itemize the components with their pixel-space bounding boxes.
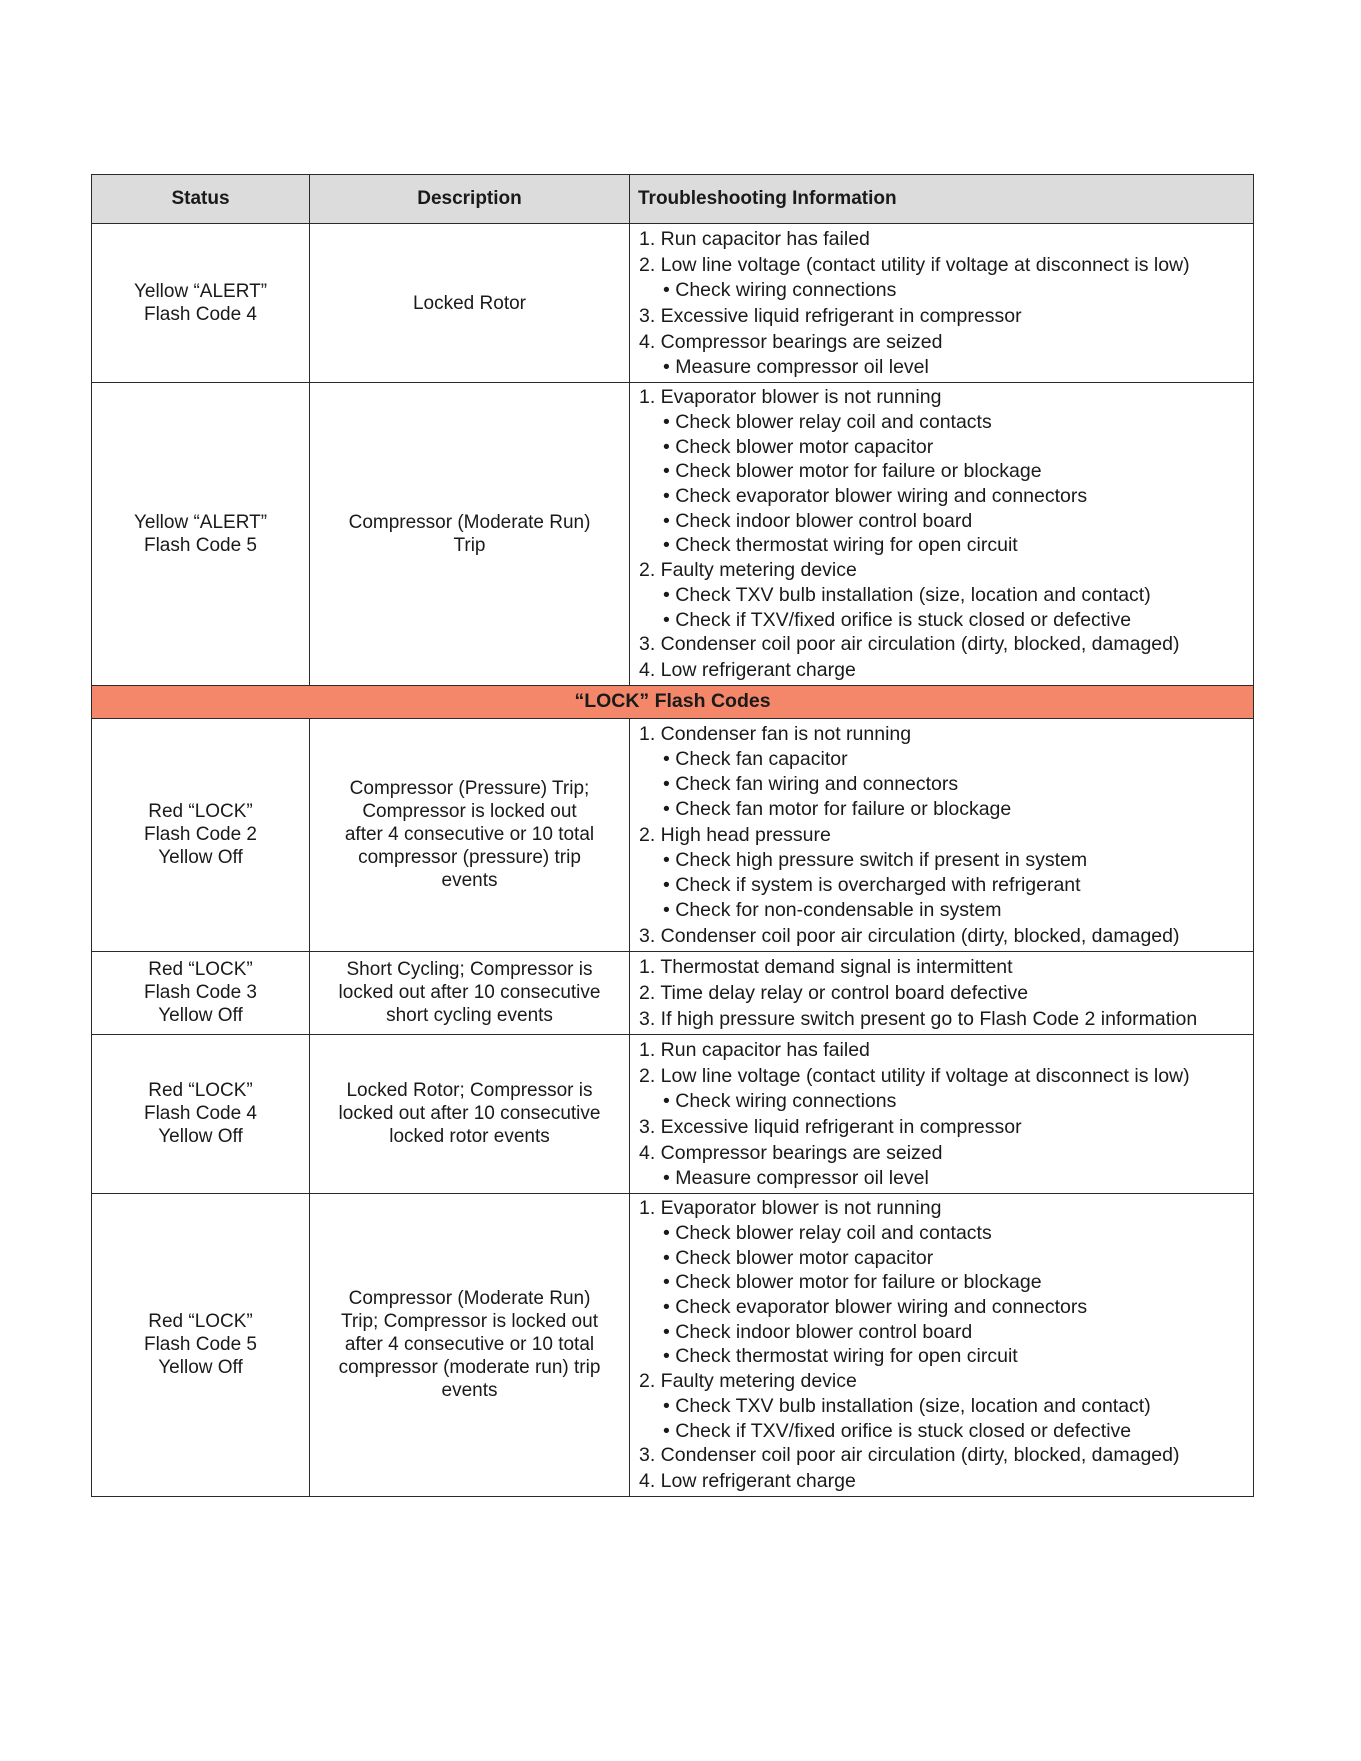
troubleshooting-subitem: • Check fan capacitor bbox=[663, 747, 848, 770]
status-cell bbox=[92, 383, 310, 686]
troubleshooting-subitem: • Check indoor blower control board bbox=[663, 1320, 973, 1343]
troubleshooting-subitem: • Measure compressor oil level bbox=[663, 1166, 929, 1189]
description-cell bbox=[310, 383, 630, 686]
description-cell bbox=[310, 1193, 630, 1496]
troubleshooting-cell bbox=[630, 224, 1254, 383]
section-label: “LOCK” Flash Codes bbox=[92, 685, 1254, 718]
troubleshooting-cell bbox=[630, 383, 1254, 686]
description-line: locked out after 10 consecutive bbox=[338, 1103, 601, 1125]
description-line: compressor (pressure) trip bbox=[358, 847, 581, 869]
troubleshooting-item: 2. Faulty metering device bbox=[639, 558, 857, 581]
troubleshooting-item: 4. Compressor bearings are seized bbox=[639, 1141, 943, 1164]
table-row bbox=[92, 951, 1254, 1034]
troubleshooting-subitem: • Check for non-condensable in system bbox=[663, 898, 1002, 921]
description-line: compressor (moderate run) trip bbox=[338, 1357, 601, 1379]
troubleshooting-cell bbox=[630, 951, 1254, 1034]
description-line: Trip; Compressor is locked out bbox=[341, 1311, 598, 1333]
troubleshooting-subitem: • Check TXV bulb installation (size, location and contact) bbox=[663, 1395, 1151, 1418]
table-row bbox=[92, 224, 1254, 383]
troubleshooting-item: 3. Excessive liquid refrigerant in compressor bbox=[639, 305, 1022, 327]
status-line: Flash Code 2 bbox=[143, 824, 257, 846]
troubleshooting-item: 1. Evaporator blower is not running bbox=[639, 386, 942, 408]
description-line: Compressor (Pressure) Trip; bbox=[349, 778, 590, 800]
status-line: Red “LOCK” bbox=[148, 1080, 253, 1102]
alert-rows bbox=[92, 224, 1254, 686]
table-row bbox=[92, 718, 1254, 951]
status-line: Yellow Off bbox=[158, 1005, 243, 1027]
status-line: Yellow “ALERT” bbox=[133, 281, 268, 302]
header-troubleshooting: Troubleshooting Information bbox=[630, 175, 1254, 224]
troubleshooting-item: 2. High head pressure bbox=[639, 823, 831, 846]
troubleshooting-item: 2. Faulty metering device bbox=[639, 1369, 857, 1392]
description-cell bbox=[310, 1034, 630, 1193]
troubleshooting-cell bbox=[630, 1193, 1254, 1496]
description-line: short cycling events bbox=[386, 1005, 553, 1027]
troubleshooting-item: 1. Run capacitor has failed bbox=[639, 228, 870, 250]
troubleshooting-subitem: • Check high pressure switch if present in system bbox=[663, 848, 1088, 871]
status-line: Flash Code 3 bbox=[143, 982, 257, 1004]
troubleshooting-subitem: • Check fan motor for failure or blockage bbox=[663, 797, 1012, 820]
status-cell bbox=[92, 224, 310, 383]
troubleshooting-item: 3. Condenser coil poor air circulation (dirty, blocked, damaged) bbox=[639, 1444, 1180, 1467]
description-line: Trip bbox=[453, 534, 486, 556]
description-line: Compressor (Moderate Run) bbox=[348, 511, 591, 533]
troubleshooting-cell bbox=[630, 1034, 1254, 1193]
status-line: Yellow “ALERT” bbox=[133, 511, 268, 533]
troubleshooting-item: 1. Evaporator blower is not running bbox=[639, 1196, 942, 1219]
status-line: Red “LOCK” bbox=[148, 959, 253, 981]
description-cell bbox=[310, 718, 630, 951]
status-line: Flash Code 4 bbox=[143, 304, 257, 325]
description-line: locked rotor events bbox=[389, 1126, 550, 1148]
troubleshooting-subitem: • Check if system is overcharged with refrigerant bbox=[663, 873, 1081, 896]
description-cell bbox=[310, 224, 630, 383]
troubleshooting-item: 1. Thermostat demand signal is intermittent bbox=[639, 955, 1013, 978]
table-row bbox=[92, 1193, 1254, 1496]
troubleshooting-subitem: • Check thermostat wiring for open circuit bbox=[663, 534, 1018, 557]
troubleshooting-subitem: • Check blower motor capacitor bbox=[663, 1246, 934, 1269]
table-header-row bbox=[92, 175, 1254, 224]
troubleshooting-item: 1. Run capacitor has failed bbox=[639, 1038, 870, 1061]
troubleshooting-item: 3. If high pressure switch present go to Flash Code 2 information bbox=[639, 1007, 1198, 1030]
troubleshooting-subitem: • Check if TXV/fixed orifice is stuck closed or defective bbox=[663, 608, 1132, 631]
troubleshooting-subitem: • Check blower motor capacitor bbox=[663, 435, 934, 458]
status-cell bbox=[92, 951, 310, 1034]
troubleshooting-subitem: • Check wiring connections bbox=[663, 1089, 897, 1112]
description-line: events bbox=[441, 1380, 498, 1402]
troubleshooting-item: 3. Condenser coil poor air circulation (dirty, blocked, damaged) bbox=[639, 633, 1180, 656]
troubleshooting-subitem: • Check indoor blower control board bbox=[663, 509, 973, 532]
troubleshooting-item: 3. Excessive liquid refrigerant in compressor bbox=[639, 1115, 1022, 1138]
description-line: Locked Rotor bbox=[412, 292, 526, 314]
status-line: Red “LOCK” bbox=[148, 1311, 253, 1333]
status-line: Yellow Off bbox=[158, 1357, 243, 1379]
description-line: Compressor (Moderate Run) bbox=[348, 1288, 591, 1310]
description-cell bbox=[310, 951, 630, 1034]
description-line: Short Cycling; Compressor is bbox=[346, 959, 593, 981]
lock-rows bbox=[92, 718, 1254, 1496]
status-line: Flash Code 5 bbox=[143, 534, 257, 556]
troubleshooting-item: 2. Low line voltage (contact utility if voltage at disconnect is low) bbox=[639, 254, 1190, 276]
status-cell bbox=[92, 1034, 310, 1193]
troubleshooting-item: 1. Condenser fan is not running bbox=[639, 722, 912, 745]
troubleshooting-subitem: • Check thermostat wiring for open circuit bbox=[663, 1345, 1018, 1368]
table-row bbox=[92, 1034, 1254, 1193]
troubleshooting-subitem: • Measure compressor oil level bbox=[663, 356, 929, 378]
troubleshooting-subitem: • Check blower relay coil and contacts bbox=[663, 411, 992, 434]
description-line: locked out after 10 consecutive bbox=[338, 982, 601, 1004]
troubleshooting-subitem: • Check evaporator blower wiring and connectors bbox=[663, 1296, 1088, 1319]
troubleshooting-item: 3. Condenser coil poor air circulation (dirty, blocked, damaged) bbox=[639, 924, 1180, 947]
troubleshooting-table bbox=[91, 174, 1254, 1497]
troubleshooting-item: 4. Low refrigerant charge bbox=[639, 658, 856, 681]
status-cell bbox=[92, 1193, 310, 1496]
status-line: Red “LOCK” bbox=[148, 801, 253, 823]
description-line: Compressor is locked out bbox=[362, 801, 577, 823]
status-line: Flash Code 5 bbox=[143, 1334, 257, 1356]
status-cell bbox=[92, 718, 310, 951]
troubleshooting-item: 4. Low refrigerant charge bbox=[639, 1469, 856, 1492]
troubleshooting-subitem: • Check blower motor for failure or blockage bbox=[663, 1271, 1042, 1294]
status-line: Flash Code 4 bbox=[143, 1103, 257, 1125]
troubleshooting-item: 2. Time delay relay or control board defective bbox=[639, 981, 1029, 1004]
header-status: Status bbox=[92, 175, 310, 224]
troubleshooting-cell bbox=[630, 718, 1254, 951]
troubleshooting-subitem: • Check fan wiring and connectors bbox=[663, 772, 959, 795]
troubleshooting-item: 2. Low line voltage (contact utility if voltage at disconnect is low) bbox=[639, 1064, 1190, 1087]
troubleshooting-item: 4. Compressor bearings are seized bbox=[639, 331, 943, 353]
description-line: Locked Rotor; Compressor is bbox=[346, 1080, 593, 1102]
troubleshooting-subitem: • Check blower relay coil and contacts bbox=[663, 1222, 992, 1245]
status-line: Yellow Off bbox=[158, 847, 243, 869]
table-row bbox=[92, 383, 1254, 686]
header-description: Description bbox=[310, 175, 630, 224]
troubleshooting-subitem: • Check wiring connections bbox=[663, 279, 897, 301]
description-line: after 4 consecutive or 10 total bbox=[344, 824, 595, 846]
troubleshooting-subitem: • Check TXV bulb installation (size, location and contact) bbox=[663, 584, 1151, 607]
troubleshooting-subitem: • Check blower motor for failure or blockage bbox=[663, 460, 1042, 483]
troubleshooting-subitem: • Check if TXV/fixed orifice is stuck closed or defective bbox=[663, 1419, 1132, 1442]
status-line: Yellow Off bbox=[158, 1126, 243, 1148]
description-line: events bbox=[441, 870, 498, 892]
section-row-lock bbox=[92, 685, 1254, 718]
troubleshooting-subitem: • Check evaporator blower wiring and connectors bbox=[663, 485, 1088, 508]
description-line: after 4 consecutive or 10 total bbox=[344, 1334, 595, 1356]
